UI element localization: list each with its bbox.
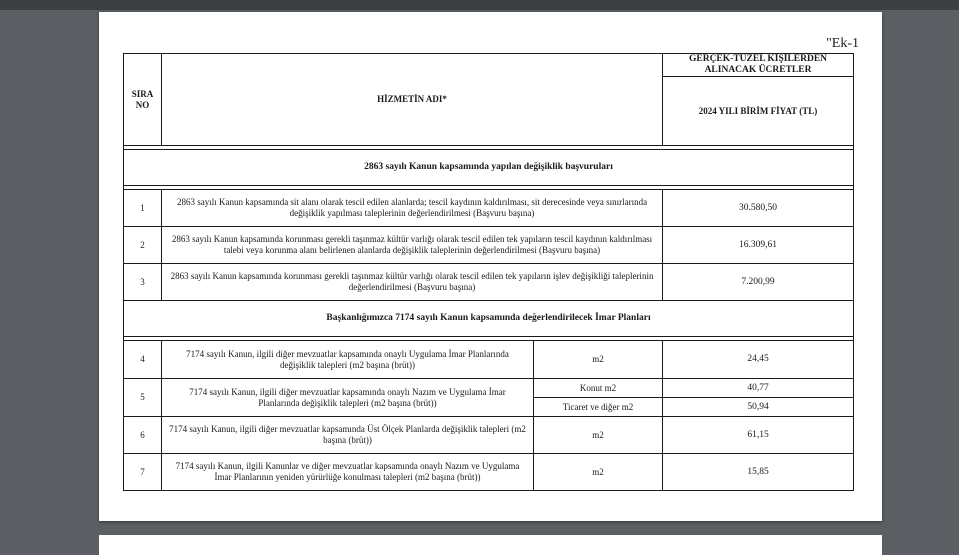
table-row xyxy=(124,341,854,379)
unit-price: 50,94 xyxy=(663,398,854,417)
unit-price: 24,45 xyxy=(663,341,854,379)
service-description: 2863 sayılı Kanun kapsamında korunması gerekli taşınmaz kültür varlığı olarak tescil edilen tek yapıların işlev değişikliği taleplerinin değerlendirilmesi (Başvuru başına) xyxy=(162,264,663,301)
table-row xyxy=(124,227,854,264)
unit-label: m2 xyxy=(534,454,663,491)
service-description: 2863 sayılı Kanun kapsamında sit alanı olarak tescil edilen alanlarda; tescil kaydının kaldırılması, sit derecesinde veya sınırlarında değişiklik yapılması taleplerinin değerlendirilmesi (Başvuru başına) xyxy=(162,190,663,227)
viewer-toolbar xyxy=(0,0,959,10)
header-unit-price: 2024 YILI BİRİM FİYAT (TL) xyxy=(663,77,854,146)
unit-price: 16.309,61 xyxy=(663,227,854,264)
row-number: 1 xyxy=(124,190,162,227)
header-sira: SIRA NO xyxy=(124,54,162,146)
unit-price: 61,15 xyxy=(663,417,854,454)
table-row xyxy=(124,190,854,227)
service-description: 7174 sayılı Kanun, ilgili Kanunlar ve diğer mevzuatlar kapsamında onaylı Nazım ve Uygulama İmar Planlarının yeniden yürürlüğe konulması talepleri (m2 başına (brüt)) xyxy=(162,454,534,491)
section-title-row xyxy=(124,150,854,186)
unit-price: 15,85 xyxy=(663,454,854,491)
annex-label: "Ek-1 xyxy=(826,36,859,51)
row-number: 7 xyxy=(124,454,162,491)
header-service-name: HİZMETİN ADI* xyxy=(162,54,663,146)
section-title: 2863 sayılı Kanun kapsamında yapılan değişiklik başvuruları xyxy=(124,150,854,186)
header-row xyxy=(124,54,854,77)
unit-price: 30.580,50 xyxy=(663,190,854,227)
service-description: 7174 sayılı Kanun, ilgili diğer mevzuatlar kapsamında onaylı Nazım ve Uygulama İmar Planlarında değişiklik talepleri (m2 başına (brüt)) xyxy=(162,379,534,417)
service-description: 7174 sayılı Kanun, ilgili diğer mevzuatlar kapsamında onaylı Uygulama İmar Planlarında değişiklik talepleri (m2 başına (brüt)) xyxy=(162,341,534,379)
row-number: 6 xyxy=(124,417,162,454)
unit-label: m2 xyxy=(534,341,663,379)
service-description: 7174 sayılı Kanun, ilgili diğer mevzuatlar kapsamında Üst Ölçek Planlarda değişiklik talepleri (m2 başına (brüt)) xyxy=(162,417,534,454)
row-number: 2 xyxy=(124,227,162,264)
table-row xyxy=(124,454,854,491)
unit-price: 7.200,99 xyxy=(663,264,854,301)
unit-label: Konut m2 xyxy=(534,379,663,398)
table-row xyxy=(124,379,854,398)
unit-label: Ticaret ve diğer m2 xyxy=(534,398,663,417)
section-title: Başkanlığımızca 7174 sayılı Kanun kapsamında değerlendirilecek İmar Planları xyxy=(124,301,854,337)
row-number: 3 xyxy=(124,264,162,301)
fee-table xyxy=(123,53,854,491)
table-row xyxy=(124,264,854,301)
header-fees-group: GERÇEK-TÜZEL KİŞİLERDEN ALINACAK ÜCRETLER xyxy=(663,54,854,77)
next-document-page[interactable] xyxy=(99,535,882,555)
document-page[interactable] xyxy=(99,12,882,521)
unit-price: 40,77 xyxy=(663,379,854,398)
service-description: 2863 sayılı Kanun kapsamında korunması gerekli taşınmaz kültür varlığı olarak tescil edilen tek yapıların tescil kaydının kaldırılması talebi veya korunma alanı belirlenen alanlarda değişiklik taleplerinin değerlendirilmesi (Başvuru başına) xyxy=(162,227,663,264)
unit-label: m2 xyxy=(534,417,663,454)
table-row xyxy=(124,417,854,454)
row-number: 5 xyxy=(124,379,162,417)
row-number: 4 xyxy=(124,341,162,379)
section-title-row xyxy=(124,301,854,337)
